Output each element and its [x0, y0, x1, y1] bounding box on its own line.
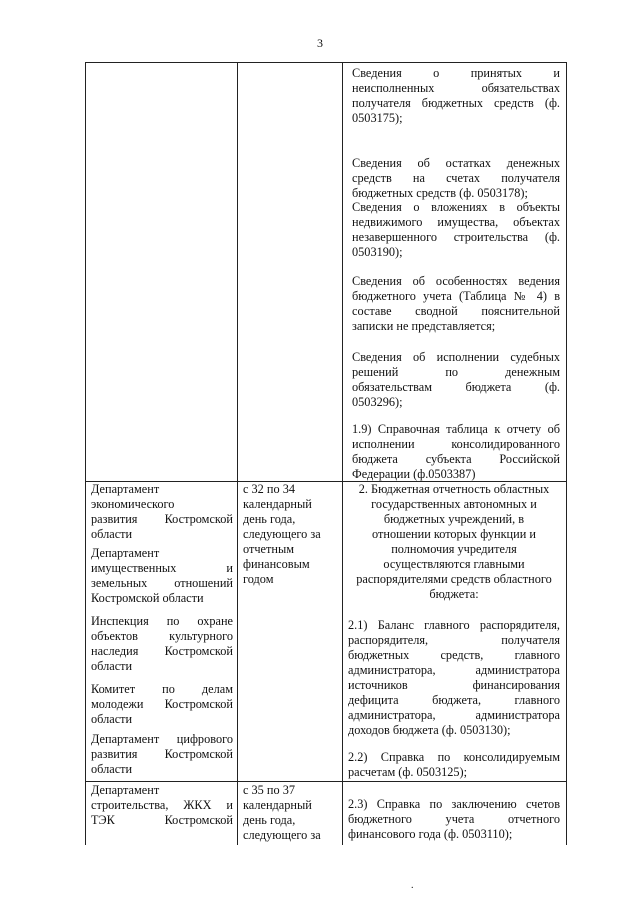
text-line: 0503190);	[352, 245, 403, 259]
table-column-divider-1	[237, 62, 238, 845]
table-border-top	[85, 62, 567, 63]
text-line: бюджета субъекта Российской	[352, 452, 560, 466]
text-line: день года,	[243, 813, 296, 827]
text-line: незавершенного строительства (ф.	[352, 230, 560, 244]
text-line: бюджетного учета отчетного	[348, 812, 560, 826]
text-line: расчетам (ф. 0503125);	[348, 765, 468, 779]
text-line: области	[91, 712, 133, 726]
text-line: бюджетных средств (ф. 0503178);	[352, 186, 528, 200]
table-border-right	[566, 62, 567, 845]
text-line: бюджета:	[429, 587, 479, 601]
text-line: Департамент	[91, 546, 160, 560]
text-line: день года,	[243, 512, 296, 526]
text-line: распорядителями средств областного	[356, 572, 552, 586]
text-line: Сведения об исполнении судебных	[352, 350, 560, 364]
text-line: Костромской области	[91, 591, 204, 605]
text-line: Департамент цифрового	[91, 732, 233, 746]
text-line: составе сводной пояснительной	[352, 304, 560, 318]
report-item-0503387	[352, 422, 560, 482]
report-item-0503125	[348, 750, 560, 780]
text-line: отношении которых функции и	[372, 527, 536, 541]
text-line: 2.1) Баланс главного распорядителя,	[348, 618, 560, 632]
inspection-cultural-heritage	[91, 614, 233, 674]
text-line: 0503296);	[352, 395, 403, 409]
page-number: 3	[317, 36, 323, 50]
committee-youth-affairs	[91, 682, 233, 727]
text-line: записки не представляется;	[352, 319, 496, 333]
table-column-divider-2	[342, 62, 343, 845]
text-line: Комитет по делам	[91, 682, 233, 696]
text-line: дефицита бюджета, главного	[348, 693, 560, 707]
text-line: бюджетных средств, главного	[348, 648, 560, 662]
text-line: отчетным	[243, 542, 295, 556]
report-item-table-4	[352, 274, 560, 334]
text-line: государственных автономных и	[371, 497, 537, 511]
text-line: области	[91, 527, 133, 541]
table-row-divider-2	[85, 781, 567, 782]
deadline-text	[243, 482, 339, 587]
text-line: годом	[243, 572, 274, 586]
text-line: бюджетных учреждений, в	[383, 512, 525, 526]
text-line: с 32 по 34	[243, 482, 296, 496]
text-line: 0503175);	[352, 111, 403, 125]
text-line: обязательствам бюджета (ф.	[352, 380, 560, 394]
footer-mark: .	[411, 880, 414, 891]
table-border-left	[85, 62, 86, 845]
text-line: следующего за	[243, 828, 321, 842]
deadline-text-row3	[243, 783, 339, 843]
text-line: 2.3) Справка по заключению счетов	[348, 797, 560, 811]
text-line: экономического	[91, 497, 175, 511]
row2-col1-cell	[91, 482, 233, 778]
text-line: Инспекция по охране	[91, 614, 233, 628]
section-2-heading	[348, 482, 560, 602]
text-line: Сведения об особенностях ведения	[352, 274, 560, 288]
report-item-0503130	[348, 618, 560, 738]
department-property-land	[91, 546, 233, 606]
text-line: ТЭК Костромской	[91, 813, 233, 827]
text-line: полномочия учредителя	[391, 542, 517, 556]
text-line: исполнении консолидированного	[352, 437, 560, 451]
text-line: развития Костромской	[91, 512, 233, 526]
text-line: недвижимого имущества, объектах	[352, 215, 560, 229]
text-line: получателя бюджетных средств (ф.	[352, 96, 560, 110]
text-line: решений по денежным	[352, 365, 560, 379]
text-line: Сведения об остатках денежных	[352, 156, 560, 170]
report-item-0503110	[348, 797, 560, 842]
text-line: следующего за	[243, 527, 321, 541]
text-line: строительства, ЖКХ и	[91, 798, 233, 812]
text-line: распорядителя, получателя	[348, 633, 560, 647]
text-line: земельных отношений	[91, 576, 233, 590]
text-line: администратора, администратора	[348, 663, 560, 677]
text-line: администратора, администратора	[348, 708, 560, 722]
text-line: Департамент	[91, 482, 160, 496]
report-item-0503178	[352, 156, 560, 201]
text-line: календарный	[243, 798, 312, 812]
text-line: финансового года (ф. 0503110);	[348, 827, 513, 841]
department-economic-development	[91, 482, 233, 542]
text-line: Сведения о принятых и	[352, 66, 560, 80]
report-item-0503296	[352, 350, 560, 410]
department-construction	[91, 783, 233, 828]
text-line: 1.9) Справочная таблица к отчету об	[352, 422, 560, 436]
text-line: 2. Бюджетная отчетность областных	[358, 482, 550, 496]
text-line: календарный	[243, 497, 312, 511]
text-line: имущественных и	[91, 561, 233, 575]
text-line: Департамент	[91, 783, 160, 797]
text-line: осуществляются главными	[383, 557, 525, 571]
row1-col3-cell	[352, 66, 560, 481]
text-line: источников финансирования	[348, 678, 560, 692]
report-item-0503190	[352, 200, 560, 260]
text-line: средств на счетах получателя	[352, 171, 560, 185]
text-line: молодежи Костромской	[91, 697, 233, 711]
text-line: бюджетного учета (Таблица № 4) в	[352, 289, 560, 303]
text-line: области	[91, 762, 133, 776]
text-line: развития Костромской	[91, 747, 233, 761]
text-line: доходов бюджета (ф. 0503130);	[348, 723, 511, 737]
row2-col3-cell	[348, 482, 560, 778]
text-line: неисполненных обязательствах	[352, 81, 560, 95]
text-line: Сведения о вложениях в объекты	[352, 200, 560, 214]
text-line: Федерации (ф.0503387)	[352, 467, 476, 481]
text-line: с 35 по 37	[243, 783, 296, 797]
report-item-0503175	[352, 66, 560, 126]
text-line: объектов культурного	[91, 629, 233, 643]
text-line: области	[91, 659, 133, 673]
text-line: финансовым	[243, 557, 310, 571]
text-line: 2.2) Справка по консолидируемым	[348, 750, 560, 764]
department-digital-development	[91, 732, 233, 777]
text-line: наследия Костромской	[91, 644, 233, 658]
